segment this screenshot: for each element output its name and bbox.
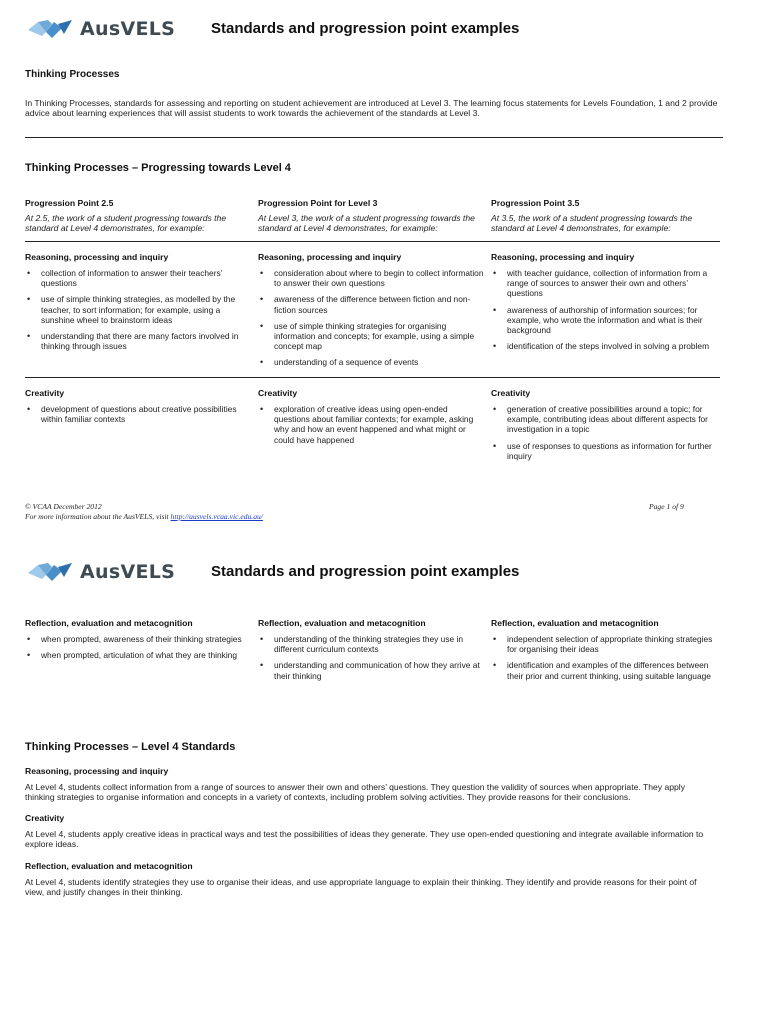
ausvels-logo-mark-icon bbox=[28, 18, 74, 40]
list-item: • collection of information to answer their teachers’ questions bbox=[25, 268, 251, 288]
ausvels-link[interactable]: http://ausvels.vcaa.vic.edu.au/ bbox=[170, 511, 263, 521]
column-subtitle: At 3.5, the work of a student progressing towards the standard at Level 4 demonstrates, for example: bbox=[491, 213, 693, 234]
list-item: • when prompted, awareness of their thinking strategies bbox=[25, 634, 251, 644]
creativity-col-3 bbox=[491, 388, 717, 467]
category-heading: Reflection, evaluation and metacognition bbox=[258, 618, 426, 628]
standards-text-reasoning: At Level 4, students collect information from a range of sources to answer their own and others’ questions. They question the validity of sources when appropriate. They apply thinking strategies to organise information and concepts in a variety of contexts, including problem solving activities. They provide reasons for their conclusions. bbox=[25, 782, 686, 803]
brand-name: AusVELS bbox=[80, 18, 176, 40]
list-item: • use of simple thinking strategies for organising information and concepts; for example, using a simple concept map bbox=[258, 321, 484, 352]
reflection-col-3 bbox=[491, 618, 717, 687]
list-item: • when prompted, articulation of what they are thinking bbox=[25, 650, 251, 660]
category-heading: Reflection, evaluation and metacognition bbox=[25, 618, 193, 628]
standards-title: Thinking Processes – Level 4 Standards bbox=[25, 741, 236, 753]
brand-name: AusVELS bbox=[80, 561, 176, 583]
list-item: • use of simple thinking strategies, as modelled by the teacher, to sort information; for example, using a sunshine wheel to brainstorm ideas bbox=[25, 294, 251, 325]
category-heading: Creativity bbox=[25, 388, 65, 398]
list-item: • awareness of the difference between fiction and non-fiction sources bbox=[258, 294, 484, 314]
standards-heading-reflection: Reflection, evaluation and metacognition bbox=[25, 861, 193, 871]
column-title: Progression Point for Level 3 bbox=[258, 198, 378, 208]
standards-text-creativity: At Level 4, students apply creative ideas in practical ways and test the possibilities of ideas they generate. They use open-ended questioning and integrate available information to explore ideas. bbox=[25, 829, 704, 850]
column-title: Progression Point 3.5 bbox=[491, 198, 580, 208]
list-item: • understanding of a sequence of events bbox=[258, 357, 484, 367]
list-item: • with teacher guidance, collection of information from a range of sources to answer their own and others’ questions bbox=[491, 268, 717, 299]
column-subtitle: At 2.5, the work of a student progressing towards the standard at Level 4 demonstrates, for example: bbox=[25, 213, 227, 234]
reflection-col-1 bbox=[25, 618, 251, 666]
category-heading: Reasoning, processing and inquiry bbox=[491, 252, 635, 262]
list-item: • understanding and communication of how they arrive at their thinking bbox=[258, 660, 484, 680]
column-header-2 bbox=[258, 198, 484, 233]
category-heading: Reflection, evaluation and metacognition bbox=[491, 618, 659, 628]
standards-heading-reasoning: Reasoning, processing and inquiry bbox=[25, 766, 169, 776]
standards-text-reflection: At Level 4, students identify strategies they use to organise their ideas, and use appropriate language to explain their thinking. They identify and provide reasons for their point of view, and justify changes in their thinking. bbox=[25, 877, 697, 898]
column-subtitle: At Level 3, the work of a student progressing towards the standard at Level 4 demonstrates, for example: bbox=[258, 213, 475, 234]
list-item: • identification of the steps involved in solving a problem bbox=[491, 341, 717, 351]
intro-paragraph: In Thinking Processes, standards for assessing and reporting on student achievement are introduced at Level 3. The learning focus statements for Levels Foundation, 1 and 2 provide advice about learning experiences that will assist students to work towards the achievement of the standards at Level 3. bbox=[25, 98, 718, 119]
list-item: • use of responses to questions as information for further inquiry bbox=[491, 441, 717, 461]
list-item: • consideration about where to begin to collect information to answer their own questions bbox=[258, 268, 484, 288]
list-item: • understanding that there are many factors involved in thinking through issues bbox=[25, 331, 251, 351]
table-divider bbox=[25, 377, 720, 378]
ausvels-logo bbox=[28, 18, 175, 40]
creativity-col-2 bbox=[258, 388, 484, 451]
category-heading: Reasoning, processing and inquiry bbox=[258, 252, 402, 262]
more-info-line bbox=[25, 512, 263, 522]
doc-title: Standards and progression point examples bbox=[211, 563, 520, 580]
column-header-1 bbox=[25, 198, 251, 233]
list-item: • exploration of creative ideas using open-ended questions about familiar contexts; for example, asking why and how an event happened and what might or could have happened bbox=[258, 404, 484, 445]
list-item: • generation of creative possibilities around a topic; for example, contributing ideas about different aspects for investigation in a topic bbox=[491, 404, 717, 435]
list-item: • understanding of the thinking strategies they use in different curriculum contexts bbox=[258, 634, 484, 654]
list-item: • identification and examples of the differences between their prior and current thinking, using suitable language bbox=[491, 660, 717, 680]
standards-heading-creativity: Creativity bbox=[25, 813, 65, 823]
reasoning-col-1 bbox=[25, 252, 251, 357]
category-heading: Creativity bbox=[491, 388, 531, 398]
column-header-3 bbox=[491, 198, 717, 233]
page-number: Page 1 of 9 bbox=[649, 502, 684, 511]
column-title: Progression Point 2.5 bbox=[25, 198, 114, 208]
list-item: • independent selection of appropriate thinking strategies for organising their ideas bbox=[491, 634, 717, 654]
reasoning-col-3 bbox=[491, 252, 717, 357]
ausvels-logo bbox=[28, 561, 175, 583]
ausvels-logo-mark-icon bbox=[28, 561, 74, 583]
progress-title: Thinking Processes – Progressing towards Level 4 bbox=[25, 162, 291, 174]
more-info-text: For more information about the AusVELS, visit bbox=[25, 511, 171, 521]
category-heading: Reasoning, processing and inquiry bbox=[25, 252, 169, 262]
reasoning-col-2 bbox=[258, 252, 484, 374]
section-divider bbox=[25, 137, 723, 138]
table-divider bbox=[25, 241, 720, 242]
page-footer bbox=[25, 502, 263, 521]
list-item: • development of questions about creative possibilities within familiar contexts bbox=[25, 404, 251, 424]
creativity-col-1 bbox=[25, 388, 251, 430]
list-item: • awareness of authorship of information sources; for example, who wrote the information and what is their background bbox=[491, 305, 717, 336]
copyright: © VCAA December 2012 bbox=[25, 502, 102, 511]
reflection-col-2 bbox=[258, 618, 484, 687]
doc-title: Standards and progression point examples bbox=[211, 20, 520, 37]
category-heading: Creativity bbox=[258, 388, 298, 398]
section-title: Thinking Processes bbox=[25, 69, 120, 80]
